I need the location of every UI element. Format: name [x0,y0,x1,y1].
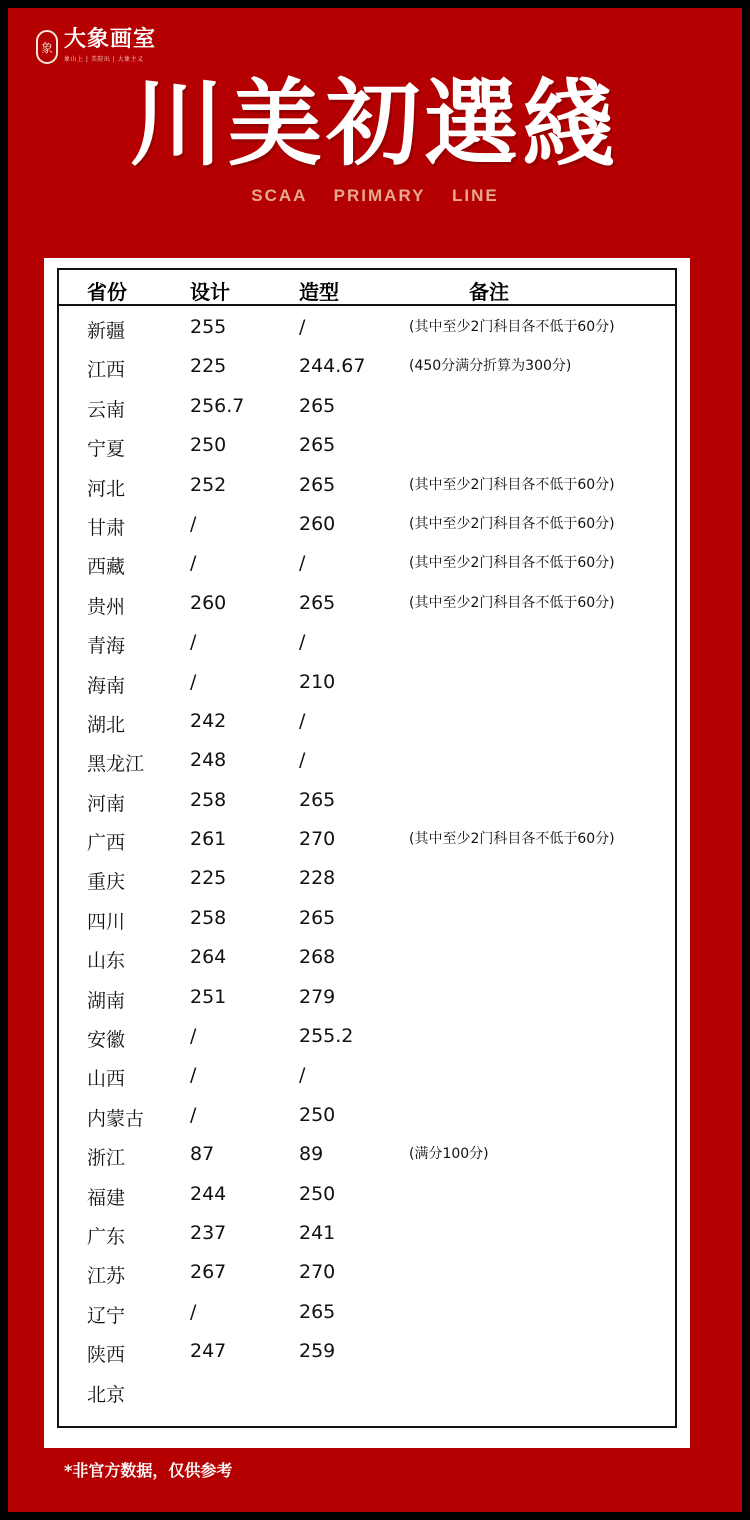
cell-model: / [299,316,306,338]
cell-model: 270 [299,828,336,851]
table-row [59,621,675,660]
cell-model: 265 [299,394,336,417]
page-title: 川美初選綫 [129,70,620,179]
header-province: 省份 [87,280,127,304]
cell-province: 甘肃 [87,516,126,539]
cell-model: 265 [299,434,336,457]
cell-design: 267 [190,1261,227,1284]
table-row [59,1212,675,1251]
cell-model: 265 [299,591,336,614]
table-row [59,897,675,936]
cell-model: / [299,631,306,654]
table-row [59,936,675,975]
cell-model: 279 [299,985,336,1008]
cell-model: 265 [299,788,336,811]
cell-model: / [299,749,306,772]
table-row [59,1370,675,1409]
cell-design: 225 [190,867,227,890]
cell-note: (其中至少2门科目各不低于60分) [409,555,615,572]
cell-design: 242 [190,709,227,732]
cell-province: 海南 [87,674,126,697]
cell-province: 河南 [87,792,126,815]
cell-province: 黑龙江 [87,753,145,776]
cell-model: 268 [299,946,336,969]
header-note: 备注 [469,280,509,304]
cell-province: 陕西 [87,1344,126,1367]
table-body [59,306,675,1409]
cell-design: 261 [190,828,227,851]
cell-design: 260 [190,591,227,614]
table-row [59,1251,675,1290]
cell-note: (其中至少2门科目各不低于60分) [409,515,615,532]
cell-note: (450分满分折算为300分) [409,358,572,375]
cell-province: 江西 [87,359,126,382]
cell-province: 湖北 [87,713,126,736]
cell-design: 264 [190,946,227,969]
header-model: 造型 [299,280,339,304]
table-row [59,1133,675,1172]
cell-design: 251 [190,985,227,1008]
cell-note: (其中至少2门科目各不低于60分) [409,319,615,335]
cell-province: 湖南 [87,989,126,1012]
cell-model: 89 [299,1143,324,1166]
cell-design: 250 [190,434,227,457]
footnote: *非官方数据，仅供参考 [64,1461,233,1480]
table-row [59,661,675,700]
table-row [59,700,675,739]
table-row [59,1054,675,1093]
brand-name: 大象画室 [64,27,157,52]
table-row [59,1015,675,1054]
cell-model: 265 [299,473,336,496]
cell-design: / [190,1025,197,1048]
cell-note: (其中至少2门科目各不低于60分) [409,831,615,848]
cell-model: 250 [299,1103,336,1126]
cell-model: / [299,552,306,575]
table-row [59,424,675,463]
cell-design: 255 [190,316,227,338]
table-row [59,739,675,778]
cell-province: 宁夏 [87,438,126,461]
cell-province: 北京 [87,1383,126,1406]
seal-icon: 象 [36,30,58,64]
cell-model: 244.67 [299,355,366,378]
table-row [59,1291,675,1330]
cell-design: 225 [190,355,227,378]
brand-logo [36,28,156,68]
cell-design: 87 [190,1143,215,1166]
cell-province: 辽宁 [87,1304,126,1327]
cell-province: 安徽 [87,1029,126,1052]
cell-model: 241 [299,1221,336,1244]
cell-province: 广东 [87,1225,126,1248]
cell-design: 256.7 [190,394,245,417]
cell-model: 265 [299,906,336,929]
cell-province: 重庆 [87,871,126,894]
cell-province: 浙江 [87,1147,126,1170]
cell-model: 255.2 [299,1025,354,1048]
table-row [59,779,675,818]
cell-province: 青海 [87,635,126,658]
table-header [59,270,675,306]
cell-province: 山西 [87,1068,126,1091]
cell-design: 237 [190,1221,227,1244]
table-row [59,306,675,345]
table-row [59,976,675,1015]
table-row [59,857,675,896]
brand-text [64,28,156,63]
cell-design: 247 [190,1340,227,1363]
score-table [57,268,677,1428]
cell-model: 210 [299,670,336,693]
table-row [59,582,675,621]
cell-model: 250 [299,1182,336,1205]
cell-province: 西藏 [87,556,126,579]
cell-model: / [299,1064,306,1087]
cell-province: 江苏 [87,1265,126,1288]
table-row [59,385,675,424]
cell-design: 248 [190,749,227,772]
cell-design: / [190,552,197,575]
cell-model: / [299,709,306,732]
cell-note: (其中至少2门科目各不低于60分) [409,476,615,493]
cell-province: 云南 [87,398,126,421]
brand-slogan: 象山上 | 美院出 | 大象主义 [64,56,144,63]
cell-model: 270 [299,1261,336,1284]
table-row [59,818,675,857]
cell-province: 福建 [87,1186,126,1209]
cell-model: 259 [299,1340,336,1363]
cell-province: 河北 [87,477,126,500]
table-row [59,464,675,503]
cell-design: 258 [190,906,227,929]
cell-province: 四川 [87,910,126,933]
cell-model: 260 [299,512,336,535]
cell-province: 新疆 [87,320,126,342]
header-design: 设计 [190,280,230,304]
cell-province: 贵州 [87,595,126,618]
cell-model: 228 [299,867,336,890]
cell-design: / [190,631,197,654]
cell-province: 内蒙古 [87,1107,145,1130]
table-row [59,1330,675,1369]
cell-design: / [190,1064,197,1087]
table-row [59,1094,675,1133]
cell-province: 山东 [87,950,126,973]
cell-design: 258 [190,788,227,811]
cell-province: 广西 [87,832,126,855]
table-row [59,345,675,384]
cell-design: / [190,670,197,693]
cell-note: (其中至少2门科目各不低于60分) [409,594,615,611]
cell-note: (满分100分) [409,1146,489,1163]
cell-design: 252 [190,473,227,496]
score-card [44,258,690,1448]
table-row [59,503,675,542]
page-subtitle: SCAA PRIMARY LINE [251,186,499,205]
table-row [59,542,675,581]
cell-model: 265 [299,1300,336,1323]
cell-design: / [190,1300,197,1323]
cell-design: 244 [190,1182,227,1205]
cell-design: / [190,512,197,535]
cell-design: / [190,1103,197,1126]
table-row [59,1173,675,1212]
